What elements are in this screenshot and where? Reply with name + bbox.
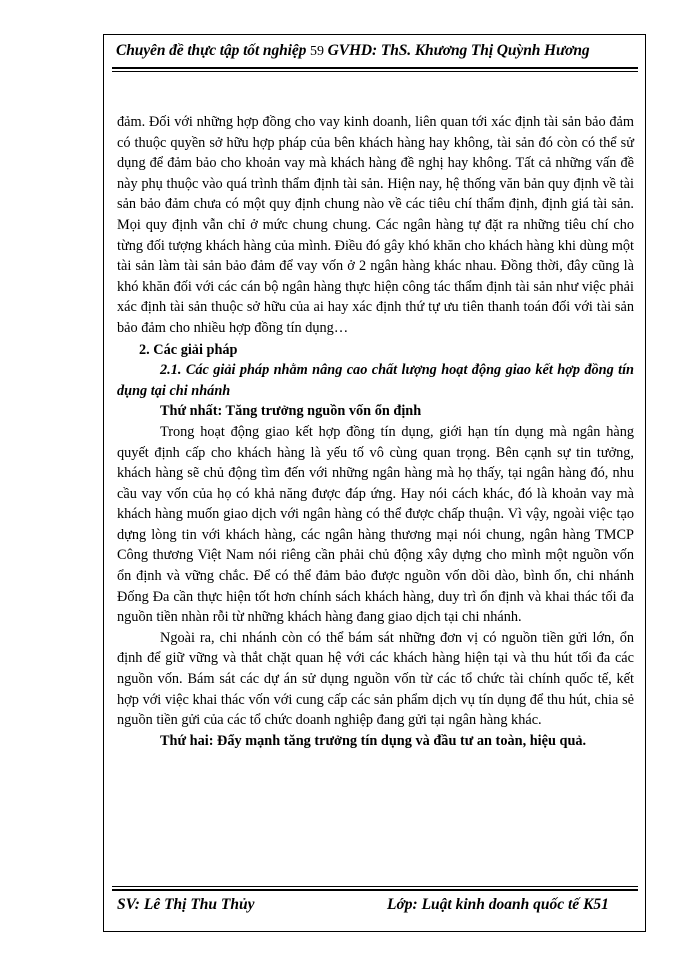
body-paragraph: Trong hoạt động giao kết hợp đồng tín dụng, giới hạn tín dụng mà ngân hàng quyết định cấp cho khách hàng là yếu tố vô cùng quan trọng. Bên cạnh sự tin tưởng, khách hàng sẽ chủ động tìm đến với những ngân hàng mà họ thấy, tại ngân hàng đó, nhu cầu vay vốn của họ có khả năng được đáp ứng. Hay nói cách khác, đó là khoản vay mà khách hàng muốn giao dịch với ngân hàng có thể được chấp thuận. Vì vậy, ngoài việc tạo dựng lòng tin với khách hàng, các ngân hàng thương mại nói chung, ngân hàng TMCP Công thương Việt Nam nói riêng cần phải chủ động xây dựng cho mình một nguồn vốn ổn định và vững chắc. Để có thể đảm bảo được nguồn vốn dồi dào, bình ổn, chi nhánh Đống Đa cần thực hiện tốt hơn chính sách khách hàng, duy trì ổn định và khai thác tối đa nguồn tiền nhàn rỗi từ những khách hàng đang giao dịch tại chi nhánh. (117, 423, 634, 626)
point-heading-second: Thứ hai: Đẩy mạnh tăng trưởng tín dụng và đầu tư an toàn, hiệu quả. (160, 732, 587, 749)
subsection-heading: 2.1. Các giải pháp nhằm nâng cao chất lượng hoạt động giao kết hợp đồng tín dụng tại chi nhánh (117, 362, 634, 399)
header-divider (112, 67, 638, 72)
header-thesis-title: Chuyên đề thực tập tốt nghiệp (116, 42, 307, 59)
footer-student: SV: Lê Thị Thu Thủy (117, 896, 255, 913)
footer-divider (112, 886, 638, 891)
page-header (116, 42, 636, 60)
body-paragraph: đảm. Đối với những hợp đồng cho vay kinh doanh, liên quan tới xác định tài sản bảo đảm có thuộc quyền sở hữu hợp pháp của bên khách hàng hay không, tài sản đó còn có thể sử dụng để đảm bảo cho khoản vay mà khách hàng đề nghị hay không. Tất cả những vấn đề này phụ thuộc vào quá trình thẩm định tài sản. Hiện nay, hệ thống văn bản quy định về tài sản bảo đảm chưa có một quy định chung nào về các tiêu chí thẩm định, định giá tài sản. Mọi quy định vẫn chỉ ở mức chung chung. Các ngân hàng tự đặt ra những tiêu chí cho từng đối tượng khách hàng của mình. Điều đó gây khó khăn cho khách hàng khi dùng một tài sản làm tài sản bảo đảm để vay vốn ở 2 ngân hàng khác nhau. Đồng thời, đây cũng là khó khăn đối với các cán bộ ngân hàng thực hiện công tác thẩm định tài sản như việc phải xác định tài sản thuộc sở hữu của ai hay xác định thứ tự ưu tiên thanh toán đối với tài sản bảo đảm cho nhiều hợp đồng tín dụng… (117, 114, 634, 336)
section-heading: 2. Các giải pháp (139, 341, 238, 358)
footer-class: Lớp: Luật kinh doanh quốc tế K51 (387, 896, 609, 913)
point-heading-first: Thứ nhất: Tăng trưởng nguồn vốn ổn định (160, 403, 422, 420)
page-number: 59 (310, 44, 324, 59)
page-body (117, 112, 634, 751)
header-supervisor: GVHD: ThS. Khương Thị Quỳnh Hương (327, 42, 590, 59)
body-paragraph: Ngoài ra, chi nhánh còn có thể bám sát những đơn vị có nguồn tiền gửi lớn, ổn định để giữ vững và thắt chặt quan hệ với các khách hàng hiện tại và thu hút tối đa các nguồn vốn. Bám sát các dự án sử dụng nguồn vốn từ các tổ chức tài chính quốc tế, kết hợp với việc khai thác vốn với cung cấp các sản phẩm dịch vụ tín dụng để thu hút, chia sẻ nguồn tiền gửi của các tổ chức doanh nghiệp đang gửi tại ngân hàng khác. (117, 629, 634, 729)
